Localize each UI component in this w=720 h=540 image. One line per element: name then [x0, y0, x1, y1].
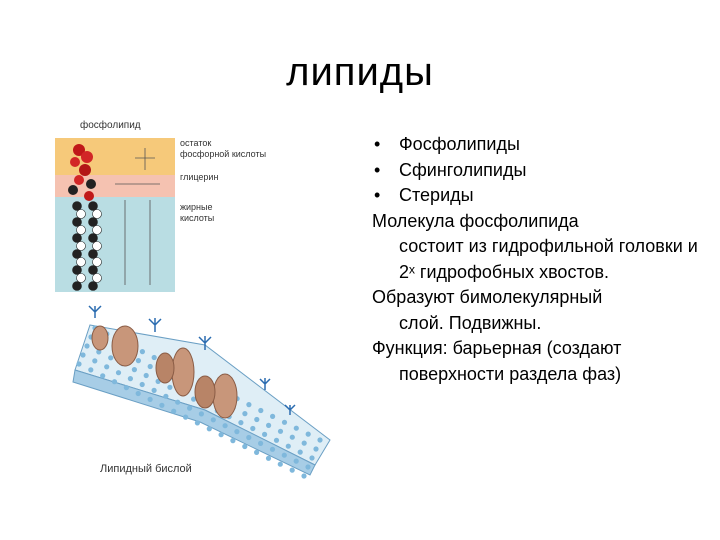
- chain-atom: [73, 234, 82, 243]
- lipid-head: [223, 423, 228, 428]
- lipid-head: [219, 432, 224, 437]
- bullet-text: Стериды: [399, 185, 474, 205]
- bilayer-caption: Липидный бислой: [100, 463, 192, 475]
- lipid-head: [266, 456, 271, 461]
- lipid-head: [270, 414, 275, 419]
- lipid-head: [148, 364, 153, 369]
- bullet-item-sphingolipids: [372, 158, 702, 184]
- lipid-figure-graphic: [55, 110, 345, 480]
- lipid-head: [152, 388, 157, 393]
- chain-atom: [89, 282, 98, 291]
- lipid-head: [76, 361, 81, 366]
- membrane-protein: [92, 326, 108, 350]
- label-fatty: жирные: [180, 202, 213, 212]
- paragraph-continuation: состоит из гидрофильной головки и 2ˣ гидрофобных хвостов.: [399, 236, 698, 282]
- chain-atom: [89, 202, 98, 211]
- lipid-head: [92, 358, 97, 363]
- lipid-head: [100, 373, 105, 378]
- bullet-item-sterides: [372, 183, 702, 209]
- fatty-acid-band: [55, 197, 175, 292]
- chain-atom: [73, 266, 82, 275]
- lipid-head: [80, 352, 85, 357]
- lipid-head: [148, 397, 153, 402]
- chain-atom: [89, 266, 98, 275]
- membrane-protein: [112, 326, 138, 366]
- lipid-head: [136, 358, 141, 363]
- lipid-head: [140, 349, 145, 354]
- lipid-head: [159, 403, 164, 408]
- chain-atom: [77, 274, 86, 283]
- label-glycerol: глицерин: [180, 172, 219, 182]
- chain-atom: [89, 234, 98, 243]
- lipid-head: [230, 438, 235, 443]
- content-text: [372, 132, 702, 387]
- lipid-head: [211, 417, 216, 422]
- paragraph-molecule: [372, 209, 702, 286]
- lipid-head: [290, 435, 295, 440]
- lipid-head: [266, 423, 271, 428]
- lipid-head: [238, 420, 243, 425]
- bullet-text: Сфинголипиды: [399, 159, 527, 180]
- chain-atom: [93, 274, 102, 283]
- lipid-head: [250, 426, 255, 431]
- lipid-head: [104, 364, 109, 369]
- paragraph-first-line: Образуют бимолекулярный: [372, 287, 603, 307]
- bullet-dot: •: [374, 159, 381, 180]
- chain-atom: [93, 258, 102, 267]
- lipid-head: [171, 409, 176, 414]
- chain-atom: [93, 210, 102, 219]
- paragraph-bilayer: [372, 285, 702, 336]
- bullet-dot: •: [374, 185, 381, 205]
- chain-atom: [93, 226, 102, 235]
- lipid-head: [317, 437, 322, 442]
- lipid-head: [195, 420, 200, 425]
- chain-atom: [77, 210, 86, 219]
- slide-title: липиды: [286, 50, 434, 94]
- chain-atom: [77, 242, 86, 251]
- lipid-head: [286, 444, 291, 449]
- lipid-head: [309, 455, 314, 460]
- lipid-head: [246, 402, 251, 407]
- label-phosphoric-acid: фосфорной кислоты: [180, 149, 267, 159]
- lipid-head: [282, 420, 287, 425]
- lipid-head: [242, 411, 247, 416]
- membrane-protein: [213, 374, 237, 418]
- lipid-head: [128, 376, 133, 381]
- chain-atom: [77, 226, 86, 235]
- bullet-text: Фосфолипиды: [399, 134, 520, 154]
- lipid-head: [302, 441, 307, 446]
- lipid-head: [163, 394, 168, 399]
- lipid-head: [262, 432, 267, 437]
- lipid-head: [258, 441, 263, 446]
- label-acids: кислоты: [180, 213, 215, 223]
- lipid-head: [144, 373, 149, 378]
- lipid-head: [242, 444, 247, 449]
- lipid-figure: [55, 110, 345, 480]
- lipid-head: [84, 343, 89, 348]
- chain-atom: [73, 202, 82, 211]
- chain-atom: [89, 218, 98, 227]
- paragraph-first-line: Молекула фосфолипида: [372, 210, 579, 231]
- chain-atom: [73, 218, 82, 227]
- lipid-head: [290, 468, 295, 473]
- lipid-head: [183, 415, 188, 420]
- phospholipid-caption: фосфолипид: [80, 120, 141, 131]
- chain-atom: [73, 250, 82, 259]
- lipid-head: [207, 426, 212, 431]
- lipid-head: [306, 432, 311, 437]
- lipid-head: [278, 429, 283, 434]
- lipid-head: [254, 417, 259, 422]
- lipid-head: [112, 379, 117, 384]
- lipid-head: [167, 385, 172, 390]
- lipid-head: [298, 450, 303, 455]
- paragraph-continuation: слой. Подвижны.: [399, 312, 542, 333]
- lipid-head: [234, 429, 239, 434]
- membrane-protein: [156, 353, 174, 383]
- paragraph-continuation: поверхности раздела фаз): [399, 363, 622, 384]
- bullet-item-phospholipids: [372, 132, 702, 158]
- bullet-dot: •: [374, 134, 381, 154]
- chain-atom: [89, 250, 98, 259]
- phosphate-band: [55, 138, 175, 175]
- lipid-head: [175, 400, 180, 405]
- lipid-head: [270, 447, 275, 452]
- lipid-head: [88, 367, 93, 372]
- lipid-head: [140, 382, 145, 387]
- lipid-head: [246, 435, 251, 440]
- lipid-head: [187, 406, 192, 411]
- lipid-head: [282, 453, 287, 458]
- lipid-head: [258, 408, 263, 413]
- lipid-head: [136, 391, 141, 396]
- lipid-head: [274, 438, 279, 443]
- lipid-head: [294, 459, 299, 464]
- lipid-head: [305, 464, 310, 469]
- membrane-protein: [195, 376, 215, 408]
- lipid-head: [116, 370, 121, 375]
- lipid-head: [278, 462, 283, 467]
- lipid-head: [152, 355, 157, 360]
- chain-atom: [93, 242, 102, 251]
- lipid-bilayer: [73, 306, 330, 479]
- paragraph-first-line: Функция: барьерная (создают: [372, 338, 622, 358]
- lipid-head: [254, 450, 259, 455]
- lipid-head: [313, 446, 318, 451]
- label-phosphate-residue: остаток: [180, 138, 212, 148]
- chain-atom: [73, 282, 82, 291]
- lipid-head: [301, 473, 306, 478]
- lipid-head: [132, 367, 137, 372]
- paragraph-function: [372, 336, 702, 387]
- chain-atom: [77, 258, 86, 267]
- lipid-head: [294, 426, 299, 431]
- lipid-head: [108, 355, 113, 360]
- lipid-head: [199, 411, 204, 416]
- membrane-protein: [172, 348, 194, 396]
- lipid-head: [124, 385, 129, 390]
